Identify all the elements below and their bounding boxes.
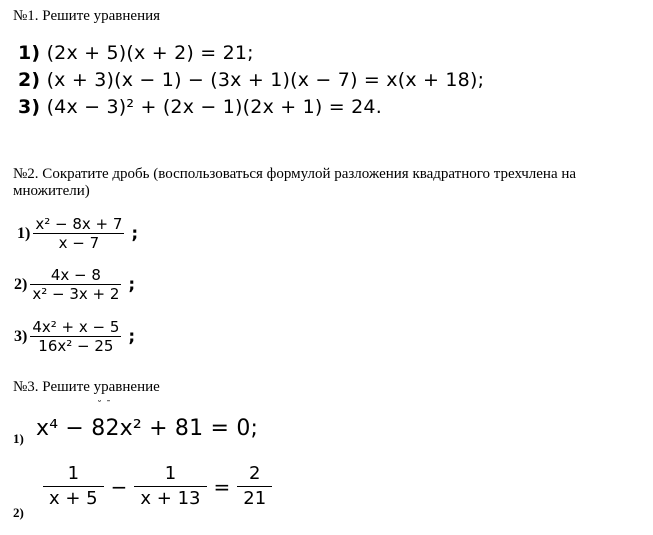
task2-fraction-2 — [14, 266, 135, 303]
equals-sign: = — [213, 474, 231, 499]
task1-equation-1 — [18, 42, 254, 64]
task3-equation-1-number: 1) — [13, 431, 24, 446]
fraction — [30, 318, 121, 355]
scan-artifact-dots: ˘ˉ — [97, 400, 115, 411]
fraction-2 — [134, 462, 206, 511]
numerator: 1 — [164, 463, 177, 484]
minus-sign: − — [110, 474, 128, 499]
fraction — [33, 215, 124, 252]
task3-equation-1: x⁴ − 82x² + 81 = 0; — [36, 416, 259, 441]
numerator: 4x² + x − 5 — [32, 318, 120, 336]
task2-fraction-3 — [14, 318, 135, 355]
task1-equation-3 — [18, 96, 382, 118]
denominator: 21 — [243, 488, 267, 509]
numerator: 4x − 8 — [50, 266, 101, 284]
task3-heading: №3. Решите уравнение — [13, 379, 160, 395]
item-number: 2) — [18, 69, 41, 91]
equation-text: (x + 3)(x − 1) − (3x + 1)(x − 7) = x(x + 18); — [46, 69, 485, 91]
task2-heading: №2. Сократите дробь (воспользоваться формулой разложения квадратного трехчлена на множители) — [13, 166, 577, 199]
denominator: x² − 3x + 2 — [32, 285, 120, 303]
item-number: 1) — [18, 42, 41, 64]
numerator: x² − 8x + 7 — [35, 215, 123, 233]
item-number: 3) — [18, 96, 41, 118]
equation-text: (2x + 5)(x + 2) = 21; — [46, 42, 254, 64]
item-number: 2) — [14, 275, 28, 293]
numerator: 1 — [67, 463, 80, 484]
task1-equation-2 — [18, 69, 484, 91]
item-number: 3) — [14, 327, 28, 345]
denominator: 16x² − 25 — [38, 337, 114, 355]
task3-equation-2 — [40, 462, 275, 511]
item-number: 1) — [17, 224, 31, 242]
fraction — [30, 266, 121, 303]
semicolon: ; — [128, 326, 136, 347]
task1-heading: №1. Решите уравнения — [13, 8, 161, 24]
equation-text: (4x − 3)² + (2x − 1)(2x + 1) = 24. — [46, 96, 382, 118]
numerator: 2 — [248, 463, 261, 484]
denominator: x + 5 — [49, 488, 98, 509]
semicolon: ; — [128, 274, 136, 295]
denominator: x − 7 — [58, 234, 100, 252]
task2-fraction-1 — [17, 215, 138, 252]
fraction-3 — [237, 462, 272, 511]
semicolon: ; — [131, 223, 139, 244]
fraction-1 — [43, 462, 104, 511]
denominator: x + 13 — [140, 488, 201, 509]
task3-equation-2-number: 2) — [13, 505, 24, 520]
